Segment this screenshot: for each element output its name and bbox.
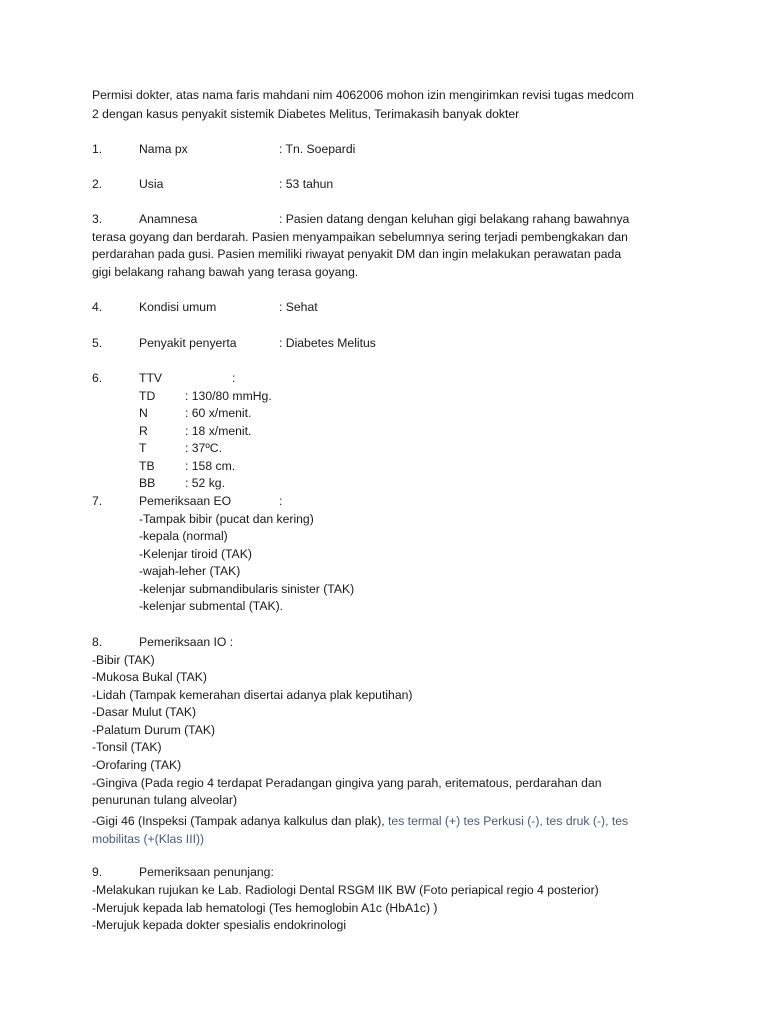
item-value: : 53 tahun — [279, 177, 334, 191]
item-number: 4. — [92, 300, 103, 314]
item-number: 9. — [92, 865, 103, 879]
io-finding: -Orofaring (TAK) — [92, 758, 182, 772]
vital-label: N — [139, 406, 148, 420]
io-finding-gigi — [92, 813, 628, 831]
vital-label: BB — [139, 476, 156, 490]
io-finding: -Bibir (TAK) — [92, 653, 155, 667]
gigi-tests-cont: mobilitas (+(Klas III)) — [92, 832, 205, 846]
eo-finding: -kepala (normal) — [139, 529, 228, 543]
vital-label: R — [139, 424, 148, 438]
item-number: 3. — [92, 212, 103, 226]
io-finding: -Tonsil (TAK) — [92, 740, 162, 754]
item-label: Pemeriksaan IO : — [139, 635, 234, 649]
io-finding: -Mukosa Bukal (TAK) — [92, 670, 207, 684]
vital-value: : 130/80 mmHg. — [185, 389, 272, 403]
gigi-tests: tes termal (+) tes Perkusi (-), tes druk (-), tes — [384, 814, 629, 828]
eo-finding: -kelenjar submental (TAK). — [139, 599, 284, 613]
eo-finding: -kelenjar submandibularis sinister (TAK) — [139, 582, 355, 596]
item-colon: : — [279, 494, 283, 508]
intro-line-2: 2 dengan kasus penyakit sistemik Diabetes Melitus, Terimakasih banyak dokter — [92, 107, 520, 121]
item-label: Anamnesa — [139, 212, 198, 226]
item-value: : Tn. Soepardi — [279, 142, 356, 156]
item-number: 5. — [92, 336, 103, 350]
eo-finding: -wajah-leher (TAK) — [139, 564, 241, 578]
support-finding: -Merujuk kepada dokter spesialis endokrinologi — [92, 918, 347, 932]
item-label: Pemeriksaan EO — [139, 494, 232, 508]
item-label: Penyakit penyerta — [139, 336, 237, 350]
vital-label: TB — [139, 459, 155, 473]
eo-finding: -Kelenjar tiroid (TAK) — [139, 547, 252, 561]
vital-value: : 60 x/menit. — [185, 406, 252, 420]
item-colon: : — [232, 371, 236, 385]
io-finding: -Dasar Mulut (TAK) — [92, 705, 197, 719]
intro-line-1: Permisi dokter, atas nama faris mahdani nim 4062006 mohon izin mengirimkan revisi tugas medcom — [92, 88, 634, 102]
anamnesa-line: perdarahan pada gusi. Pasien memiliki riwayat penyakit DM dan ingin melakukan perawatan pada — [92, 247, 622, 261]
eo-finding: -Tampak bibir (pucat dan kering) — [139, 512, 314, 526]
gigi-inspection: -Gigi 46 (Inspeksi (Tampak adanya kalkulus dan plak), — [92, 814, 385, 828]
item-label: Usia — [139, 177, 164, 191]
vital-label: TD — [139, 389, 156, 403]
item-number: 8. — [92, 635, 103, 649]
item-value: : Diabetes Melitus — [279, 336, 376, 350]
io-finding: -Palatum Durum (TAK) — [92, 723, 216, 737]
support-finding: -Melakukan rujukan ke Lab. Radiologi Dental RSGM IIK BW (Foto periapical regio 4 posterior) — [92, 883, 599, 897]
vital-value: : 158 cm. — [185, 459, 236, 473]
vital-value: : 18 x/menit. — [185, 424, 252, 438]
vital-label: T — [139, 441, 147, 455]
anamnesa-line: gigi belakang rahang bawah yang terasa goyang. — [92, 265, 359, 279]
item-number: 6. — [92, 371, 103, 385]
item-number: 1. — [92, 142, 103, 156]
anamnesa-line: terasa goyang dan berdarah. Pasien menyampaikan sebelumnya sering terjadi pembengkakan dan — [92, 230, 628, 244]
io-finding: -Gingiva (Pada regio 4 terdapat Peradangan gingiva yang parah, eritematous, perdarahan dan — [92, 776, 602, 790]
item-label: TTV — [139, 371, 163, 385]
item-number: 7. — [92, 494, 103, 508]
io-finding: -Lidah (Tampak kemerahan disertai adanya plak keputihan) — [92, 688, 413, 702]
item-value: : Sehat — [279, 300, 318, 314]
item-label: Pemeriksaan penunjang: — [139, 865, 274, 879]
item-value: : Pasien datang dengan keluhan gigi belakang rahang bawahnya — [279, 212, 630, 226]
support-finding: -Merujuk kepada lab hematologi (Tes hemoglobin A1c (HbA1c) ) — [92, 901, 438, 915]
io-finding: penurunan tulang alveolar) — [92, 793, 238, 807]
item-label: Nama px — [139, 142, 188, 156]
vital-value: : 52 kg. — [185, 476, 225, 490]
vital-value: : 37ºC. — [185, 441, 222, 455]
item-number: 2. — [92, 177, 103, 191]
item-label: Kondisi umum — [139, 300, 217, 314]
